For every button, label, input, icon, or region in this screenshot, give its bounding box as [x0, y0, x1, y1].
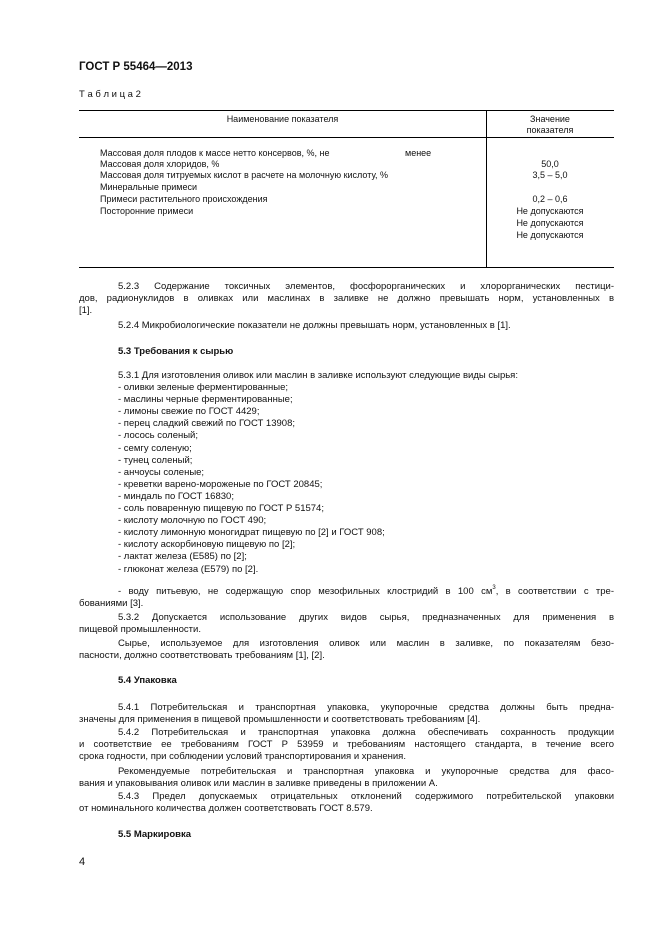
list-item-water: - воду питьевую, не содержащую спор мезофильных клостридий в 100 $см^3$, в соответствии с тре- бованиями [3]. [79, 585, 614, 610]
list-item: - оливки зеленые ферментированные; [118, 382, 289, 394]
paragraph-5-4-2: 5.4.2 Потребительская и транспортная упаковка должна обеспечивать сохранность продукции и соответствие ее требованиям ГОСТ Р 53959 и требованиям настоящего стандарта, в течение всего срока годности, при соблюдении условий транспортирования и хранения. [79, 727, 614, 763]
list-item: - семгу соленую; [118, 442, 192, 454]
column-header-name: Наименование показателя [226, 114, 339, 124]
table-header-divider [79, 137, 614, 138]
list-item: - лосось соленый; [118, 430, 198, 442]
section-heading-5-5: 5.5 Маркировка [118, 829, 192, 840]
list-item: - анчоусы соленые; [118, 466, 205, 478]
table-row: Примеси растительного происхождения [100, 194, 268, 204]
table-value: Не допускаются [516, 230, 584, 240]
list-item: - кислоту аскорбиновую пищевую по [2]; [118, 539, 296, 551]
table-row: Посторонние примеси [100, 206, 194, 216]
section-heading-5-4: 5.4 Упаковка [118, 675, 177, 686]
page-number: 4 [79, 856, 86, 868]
list-item: - тунец соленый; [118, 454, 193, 466]
paragraph-5-4-1: 5.4.1 Потребительская и транспортная упаковка, укупорочные средства должны быть предна- значены для применения в пищевой промышленности и соответствовать требованиям [4]. [79, 702, 614, 726]
list-item: - кислоту молочную по ГОСТ 490; [118, 515, 267, 527]
table-value: 50,0 [541, 159, 559, 169]
table-row: Массовая доля хлоридов, % [100, 159, 220, 169]
document-header: ГОСТ Р 55464—2013 [79, 61, 193, 73]
column-header-value: Значение показателя [526, 114, 574, 135]
list-item: - перец сладкий свежий по ГОСТ 13908; [118, 418, 295, 430]
indicators-table [79, 110, 614, 268]
section-heading-5-3: 5.3 Требования к сырью [118, 346, 234, 357]
table-value: Не допускаются [516, 206, 584, 216]
row-qualifier: менее [405, 148, 432, 158]
raw-materials-list [118, 370, 518, 576]
table-caption: Т а б л и ц а 2 [79, 89, 141, 100]
list-item: - креветки варено-мороженые по ГОСТ 20845; [118, 478, 323, 490]
paragraph-recommended-packaging: Рекомендуемые потребительская и транспортная упаковка и укупорочные средства для фасо- вания и упаковывания оливок или маслин в заливке приведены в приложении А. [79, 766, 614, 790]
paragraph-5-4-3: 5.4.3 Предел допускаемых отрицательных отклонений содержимого потребительской упаковки от номинального количества должен соответствовать ГОСТ 8.579. [79, 791, 614, 815]
paragraph-raw-safety: Сырье, используемое для изготовления оливок или маслин в заливке, по показателям безо- пасности, должно соответствовать требованиям [1], [2]. [79, 638, 614, 662]
list-item: - миндаль по ГОСТ 16830; [118, 490, 234, 502]
list-item: - глюконат железа (Е579) по [2]. [118, 563, 259, 575]
list-item: - лимоны свежие по ГОСТ 4429; [118, 406, 260, 418]
table-row: Минеральные примеси [100, 182, 198, 192]
list-item: - кислоту лимонную моногидрат пищевую по [2] и ГОСТ 908; [118, 527, 385, 539]
paragraph-5-2-3: 5.2.3 Содержание токсичных элементов, фосфорорганических и хлорорганических пестици- дов, радионуклидов в оливках или маслинах в заливке не должно превышать норм, установленных в [1]. [79, 281, 614, 317]
list-item: - маслины черные ферментированные; [118, 394, 293, 406]
table-row: Массовая доля плодов к массе нетто консервов, %, не менее [100, 148, 432, 158]
list-item: - лактат железа (Е585) по [2]; [118, 551, 247, 563]
list-intro: 5.3.1 Для изготовления оливок или маслин в заливке используют следующие виды сырья: [118, 370, 518, 381]
table-value: 0,2 – 0,6 [532, 194, 568, 204]
paragraph-5-2-4: 5.2.4 Микробиологические показатели не должны превышать норм, установленных в [1]. [118, 320, 511, 331]
table-value: Не допускаются [516, 218, 584, 228]
list-item: - соль поваренную пищевую по ГОСТ Р 51574; [118, 503, 324, 515]
table-row: Массовая доля титруемых кислот в расчете на молочную кислоту, % [100, 170, 389, 180]
table-value: 3,5 – 5,0 [532, 170, 568, 180]
paragraph-5-3-2: 5.3.2 Допускается использование других видов сырья, предназначенных для применения в пищевой промышленности. [79, 612, 614, 636]
